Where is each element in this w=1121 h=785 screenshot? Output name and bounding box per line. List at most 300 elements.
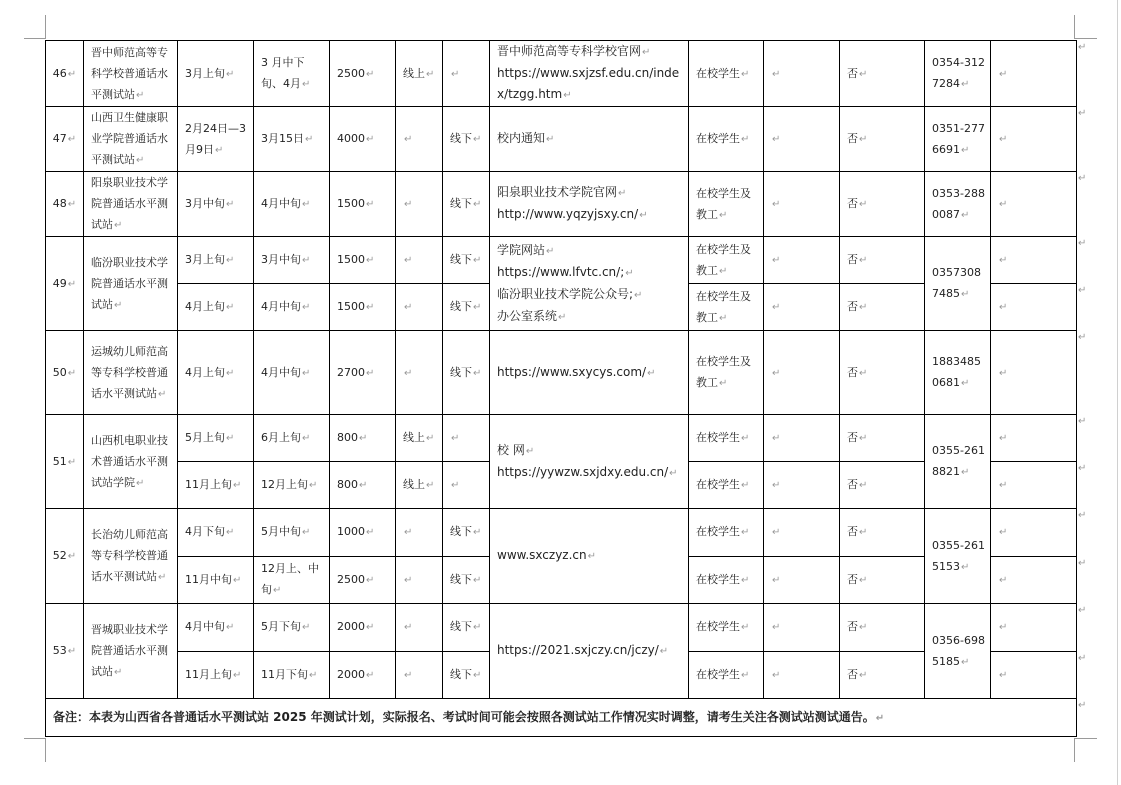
paragraph-mark: ↵	[719, 378, 728, 389]
paragraph-mark: ↵	[404, 255, 413, 266]
target-group: 在校学生↵	[689, 41, 764, 107]
paragraph-mark: ↵	[309, 669, 318, 681]
contact-phone: 0353-2880087↵	[925, 172, 991, 237]
paragraph-mark: ↵	[772, 480, 781, 491]
empty-cell	[991, 462, 1077, 509]
station-number: 47↵	[46, 107, 84, 172]
registration-time: 2月24日—3月9日↵	[178, 107, 254, 172]
paragraph-mark: ↵	[558, 311, 567, 323]
station-number: 46↵	[46, 41, 84, 107]
paragraph-mark: ↵	[215, 144, 224, 156]
paragraph-mark: ↵	[404, 622, 413, 634]
paragraph-mark: ↵	[226, 527, 235, 539]
paragraph-mark: ↵	[859, 669, 868, 681]
paragraph-mark: ↵	[772, 574, 781, 586]
paragraph-mark: ↵	[999, 367, 1008, 379]
paragraph-mark: ↵	[366, 367, 375, 379]
paragraph-mark: ↵	[772, 255, 781, 266]
paragraph-mark: ↵	[741, 669, 750, 681]
offline-mode: 线下↵	[443, 331, 490, 415]
offline-mode: 线下↵	[443, 604, 490, 652]
station-name: 山西卫生健康职业学院普通话水平测试站↵	[84, 107, 178, 172]
paragraph-mark: ↵	[639, 210, 648, 221]
offline-mode: 线下↵	[443, 237, 490, 284]
paragraph-mark: ↵	[999, 68, 1008, 80]
exam-time: 6月上旬↵	[254, 415, 330, 462]
restriction: 否↵	[840, 556, 925, 604]
crop-mark-bottom-right-v	[1074, 738, 1075, 762]
paragraph-mark: ↵	[67, 134, 77, 145]
paragraph-mark: ↵	[473, 302, 482, 313]
paragraph-mark: ↵	[359, 433, 368, 444]
paragraph-mark: ↵	[772, 134, 781, 145]
target-group: 在校学生↵	[689, 462, 764, 509]
capacity: 2000↵	[330, 651, 396, 699]
paragraph-mark: ↵	[302, 622, 311, 634]
paragraph-mark: ↵	[961, 467, 970, 478]
registration-time: 3月上旬↵	[178, 41, 254, 107]
paragraph-mark: ↵	[859, 622, 868, 634]
registration-time: 4月上旬↵	[178, 331, 254, 415]
exam-time: 12月上、中旬↵	[254, 556, 330, 604]
paragraph-mark: ↵	[647, 367, 656, 379]
online-mode: 线上↵	[396, 415, 443, 462]
registration-time: 5月上旬↵	[178, 415, 254, 462]
paragraph-mark: ↵	[961, 378, 970, 389]
capacity: 800↵	[330, 415, 396, 462]
restriction: 否↵	[840, 41, 925, 107]
paragraph-mark: ↵	[273, 585, 282, 597]
empty-cell	[991, 284, 1077, 331]
online-mode: 线上↵	[396, 41, 443, 107]
station-number: 52↵	[46, 509, 84, 604]
paragraph-mark: ↵	[669, 467, 678, 479]
station-name: 晋中师范高等专科学校普通话水平测试站↵	[84, 41, 178, 107]
paragraph-mark: ↵	[961, 79, 970, 90]
target-group: 在校学生↵	[689, 107, 764, 172]
paragraph-mark: ↵	[525, 445, 535, 457]
row-end-mark: ↵	[1078, 108, 1087, 119]
paragraph-mark: ↵	[563, 90, 572, 101]
paragraph-mark: ↵	[473, 574, 482, 586]
registration-site: 校内通知↵	[490, 107, 689, 172]
crop-mark-bottom-left-v	[45, 738, 46, 762]
paragraph-mark: ↵	[719, 312, 728, 324]
paragraph-mark: ↵	[451, 68, 460, 80]
crop-mark-top-right-v	[1074, 15, 1075, 39]
row-end-mark: ↵	[1078, 605, 1087, 616]
paragraph-mark: ↵	[473, 134, 482, 145]
empty-cell	[764, 651, 840, 699]
station-name: 运城幼儿师范高等专科学校普通话水平测试站↵	[84, 331, 178, 415]
target-group: 在校学生↵	[689, 556, 764, 604]
paragraph-mark: ↵	[859, 255, 868, 266]
offline-mode: 线下↵	[443, 284, 490, 331]
capacity: 1500↵	[330, 284, 396, 331]
paragraph-mark: ↵	[366, 255, 375, 266]
capacity: 1500↵	[330, 237, 396, 284]
paragraph-mark: ↵	[366, 669, 375, 681]
contact-phone: 03573087485↵	[925, 237, 991, 331]
paragraph-mark: ↵	[302, 302, 311, 313]
exam-time: 4月中旬↵	[254, 284, 330, 331]
target-group: 在校学生↵	[689, 651, 764, 699]
paragraph-mark: ↵	[961, 656, 970, 668]
row-end-mark: ↵	[1078, 173, 1087, 184]
paragraph-mark: ↵	[404, 527, 413, 539]
paragraph-mark: ↵	[999, 199, 1008, 210]
paragraph-mark: ↵	[741, 433, 750, 444]
station-number: 50↵	[46, 331, 84, 415]
paragraph-mark: ↵	[772, 199, 781, 210]
paragraph-mark: ↵	[309, 480, 318, 491]
paragraph-mark: ↵	[999, 255, 1008, 266]
registration-site: 阳泉职业技术学院官网↵ http://www.yqzyjsxy.cn/↵	[490, 172, 689, 237]
paragraph-mark: ↵	[719, 265, 728, 277]
restriction: 否↵	[840, 604, 925, 652]
empty-cell	[764, 172, 840, 237]
paragraph-mark: ↵	[741, 622, 750, 634]
registration-site: 学院网站↵ https://www.lfvtc.cn/;↵ 临汾职业技术学院公众号;↵ 办公室系统↵	[490, 237, 689, 331]
paragraph-mark: ↵	[114, 299, 123, 311]
paragraph-mark: ↵	[473, 199, 482, 210]
paragraph-mark: ↵	[659, 646, 669, 657]
empty-cell	[764, 41, 840, 107]
paragraph-mark: ↵	[366, 622, 375, 634]
paragraph-mark: ↵	[366, 574, 375, 586]
offline-mode: 线下↵	[443, 651, 490, 699]
exam-time: 3月中旬↵	[254, 237, 330, 284]
offline-mode	[443, 41, 490, 107]
empty-cell	[991, 651, 1077, 699]
paragraph-mark: ↵	[302, 79, 311, 90]
exam-time: 5月下旬↵	[254, 604, 330, 652]
paragraph-mark: ↵	[226, 433, 235, 444]
paragraph-mark: ↵	[999, 480, 1008, 491]
registration-time: 11月上旬↵	[178, 462, 254, 509]
paragraph-mark: ↵	[67, 646, 77, 657]
restriction: 否↵	[840, 172, 925, 237]
paragraph-mark: ↵	[859, 527, 868, 539]
paragraph-mark: ↵	[451, 480, 460, 491]
scroll-edge	[1117, 0, 1118, 785]
row-end-mark: ↵	[1078, 510, 1087, 521]
paragraph-mark: ↵	[404, 574, 413, 586]
table-row	[46, 331, 1077, 415]
paragraph-mark: ↵	[426, 68, 435, 80]
paragraph-mark: ↵	[366, 527, 375, 539]
exam-time: 12月上旬↵	[254, 462, 330, 509]
station-name: 长治幼儿师范高等专科学校普通话水平测试站↵	[84, 509, 178, 604]
paragraph-mark: ↵	[546, 134, 555, 145]
paragraph-mark: ↵	[302, 367, 311, 379]
paragraph-mark: ↵	[772, 433, 781, 444]
online-mode: 线上↵	[396, 462, 443, 509]
capacity: 2500↵	[330, 41, 396, 107]
paragraph-mark: ↵	[961, 209, 970, 221]
paragraph-mark: ↵	[158, 388, 167, 400]
paragraph-mark: ↵	[114, 220, 123, 231]
row-end-mark: ↵	[1078, 238, 1087, 249]
paragraph-mark: ↵	[366, 302, 375, 313]
exam-time: 11月下旬↵	[254, 651, 330, 699]
online-mode	[396, 107, 443, 172]
station-number: 49↵	[46, 237, 84, 331]
paragraph-mark: ↵	[999, 669, 1008, 681]
paragraph-mark: ↵	[404, 199, 413, 210]
restriction: 否↵	[840, 462, 925, 509]
crop-mark-bottom-right	[1075, 738, 1097, 739]
paragraph-mark: ↵	[859, 433, 868, 444]
capacity: 2000↵	[330, 604, 396, 652]
table-row	[46, 41, 1077, 107]
paragraph-mark: ↵	[634, 289, 643, 301]
online-mode	[396, 509, 443, 557]
paragraph-mark: ↵	[233, 669, 242, 681]
contact-phone: 0351-2776691↵	[925, 107, 991, 172]
paragraph-mark: ↵	[961, 289, 970, 300]
exam-time: 4月中旬↵	[254, 172, 330, 237]
table-note: 备注：本表为山西省各普通话水平测试站 2025 年测试计划，实际报名、考试时间可能会按照各测试站工作情况实时调整，请考生关注各测试站测试通告。↵	[46, 699, 1077, 737]
paragraph-mark: ↵	[67, 199, 77, 210]
registration-site: https://2021.sxjczy.cn/jczy/↵	[490, 604, 689, 699]
station-name: 阳泉职业技术学院普通话水平测试站↵	[84, 172, 178, 237]
empty-cell	[991, 556, 1077, 604]
contact-phone: 0356-6985185↵	[925, 604, 991, 699]
empty-cell	[764, 556, 840, 604]
online-mode	[396, 604, 443, 652]
exam-time: 3月15日↵	[254, 107, 330, 172]
paragraph-mark: ↵	[473, 367, 482, 379]
row-end-mark: ↵	[1078, 700, 1087, 711]
offline-mode: 线下↵	[443, 107, 490, 172]
restriction: 否↵	[840, 509, 925, 557]
capacity: 1000↵	[330, 509, 396, 557]
row-end-mark: ↵	[1078, 463, 1087, 474]
crop-mark-top-left-v	[45, 15, 46, 39]
offline-mode	[443, 462, 490, 509]
offline-mode: 线下↵	[443, 556, 490, 604]
empty-cell	[991, 509, 1077, 557]
registration-time: 11月中旬↵	[178, 556, 254, 604]
paragraph-mark: ↵	[999, 574, 1008, 586]
paragraph-mark: ↵	[618, 188, 627, 199]
paragraph-mark: ↵	[875, 712, 885, 724]
paragraph-mark: ↵	[741, 480, 750, 491]
paragraph-mark: ↵	[451, 433, 460, 444]
paragraph-mark: ↵	[302, 433, 311, 444]
table-row	[46, 237, 1077, 284]
empty-cell	[991, 604, 1077, 652]
station-name: 晋城职业技术学院普通话水平测试站↵	[84, 604, 178, 699]
target-group: 在校学生↵	[689, 509, 764, 557]
paragraph-mark: ↵	[226, 622, 235, 634]
paragraph-mark: ↵	[587, 551, 597, 562]
target-group: 在校学生↵	[689, 604, 764, 652]
paragraph-mark: ↵	[302, 199, 311, 210]
paragraph-mark: ↵	[719, 209, 728, 221]
paragraph-mark: ↵	[136, 477, 145, 489]
registration-site: www.sxczyz.cn↵	[490, 509, 689, 604]
paragraph-mark: ↵	[136, 89, 145, 101]
contact-phone: 0354-3127284↵	[925, 41, 991, 107]
restriction: 否↵	[840, 107, 925, 172]
paragraph-mark: ↵	[67, 367, 77, 379]
registration-time: 3月中旬↵	[178, 172, 254, 237]
restriction: 否↵	[840, 284, 925, 331]
paragraph-mark: ↵	[999, 302, 1008, 313]
paragraph-mark: ↵	[546, 245, 555, 257]
empty-cell	[764, 604, 840, 652]
paragraph-mark: ↵	[302, 527, 311, 539]
table-row	[46, 604, 1077, 652]
paragraph-mark: ↵	[473, 622, 482, 634]
paragraph-mark: ↵	[625, 267, 634, 279]
paragraph-mark: ↵	[772, 302, 781, 313]
paragraph-mark: ↵	[366, 68, 375, 80]
empty-cell	[764, 107, 840, 172]
registration-time: 4月中旬↵	[178, 604, 254, 652]
paragraph-mark: ↵	[233, 480, 242, 491]
crop-mark-top-right	[1075, 38, 1097, 39]
paragraph-mark: ↵	[366, 199, 375, 210]
restriction: 否↵	[840, 415, 925, 462]
row-end-mark: ↵	[1078, 558, 1087, 569]
paragraph-mark: ↵	[226, 199, 235, 210]
online-mode	[396, 331, 443, 415]
registration-site: https://www.sxycys.com/↵	[490, 331, 689, 415]
paragraph-mark: ↵	[226, 255, 235, 266]
empty-cell	[764, 331, 840, 415]
empty-cell	[764, 462, 840, 509]
paragraph-mark: ↵	[741, 574, 750, 586]
online-mode	[396, 651, 443, 699]
station-name: 山西机电职业技术普通话水平测试站学院↵	[84, 415, 178, 509]
row-end-mark: ↵	[1078, 416, 1087, 427]
paragraph-mark: ↵	[158, 572, 167, 583]
paragraph-mark: ↵	[226, 68, 235, 80]
offline-mode: 线下↵	[443, 509, 490, 557]
target-group: 在校学生及教工↵	[689, 284, 764, 331]
paragraph-mark: ↵	[961, 144, 970, 156]
paragraph-mark: ↵	[741, 68, 750, 80]
paragraph-mark: ↵	[426, 480, 435, 491]
paragraph-mark: ↵	[426, 433, 435, 444]
paragraph-mark: ↵	[305, 134, 314, 145]
station-name: 临汾职业技术学院普通话水平测试站↵	[84, 237, 178, 331]
row-end-mark: ↵	[1078, 285, 1087, 296]
paragraph-mark: ↵	[859, 574, 868, 586]
contact-phone: 0355-2618821↵	[925, 415, 991, 509]
paragraph-mark: ↵	[136, 155, 145, 166]
row-end-mark: ↵	[1078, 332, 1087, 343]
crop-mark-bottom-left	[24, 738, 46, 739]
empty-cell	[764, 415, 840, 462]
registration-time: 3月上旬↵	[178, 237, 254, 284]
paragraph-mark: ↵	[404, 669, 413, 681]
paragraph-mark: ↵	[999, 527, 1008, 539]
paragraph-mark: ↵	[859, 68, 868, 80]
offline-mode: 线下↵	[443, 172, 490, 237]
paragraph-mark: ↵	[859, 367, 868, 379]
target-group: 在校学生及教工↵	[689, 237, 764, 284]
paragraph-mark: ↵	[359, 480, 368, 491]
paragraph-mark: ↵	[642, 47, 651, 58]
offline-mode	[443, 415, 490, 462]
target-group: 在校学生及教工↵	[689, 172, 764, 237]
paragraph-mark: ↵	[772, 622, 781, 634]
capacity: 1500↵	[330, 172, 396, 237]
paragraph-mark: ↵	[741, 134, 750, 145]
capacity: 800↵	[330, 462, 396, 509]
paragraph-mark: ↵	[226, 367, 235, 379]
capacity: 2700↵	[330, 331, 396, 415]
paragraph-mark: ↵	[114, 667, 123, 678]
registration-time: 4月上旬↵	[178, 284, 254, 331]
contact-phone: 18834850681↵	[925, 331, 991, 415]
empty-cell	[991, 107, 1077, 172]
row-end-mark: ↵	[1078, 42, 1087, 53]
paragraph-mark: ↵	[473, 527, 482, 539]
paragraph-mark: ↵	[772, 68, 781, 80]
online-mode	[396, 172, 443, 237]
capacity: 4000↵	[330, 107, 396, 172]
paragraph-mark: ↵	[859, 480, 868, 491]
online-mode	[396, 284, 443, 331]
paragraph-mark: ↵	[366, 134, 375, 145]
target-group: 在校学生及教工↵	[689, 331, 764, 415]
note-row	[46, 699, 1077, 737]
paragraph-mark: ↵	[67, 551, 77, 562]
restriction: 否↵	[840, 331, 925, 415]
empty-cell	[991, 331, 1077, 415]
paragraph-mark: ↵	[302, 255, 311, 266]
paragraph-mark: ↵	[67, 278, 77, 290]
paragraph-mark: ↵	[741, 527, 750, 539]
paragraph-mark: ↵	[772, 669, 781, 681]
paragraph-mark: ↵	[67, 456, 77, 468]
exam-time: 3 月中下旬、4月↵	[254, 41, 330, 107]
empty-cell	[991, 172, 1077, 237]
empty-cell	[991, 41, 1077, 107]
paragraph-mark: ↵	[999, 134, 1008, 145]
paragraph-mark: ↵	[772, 527, 781, 539]
contact-phone: 0355-2615153↵	[925, 509, 991, 604]
registration-site: 校 网↵ https://yywzw.sxjdxy.edu.cn/↵	[490, 415, 689, 509]
paragraph-mark: ↵	[859, 134, 868, 145]
registration-time: 11月上旬↵	[178, 651, 254, 699]
online-mode	[396, 556, 443, 604]
paragraph-mark: ↵	[233, 574, 242, 586]
empty-cell	[991, 415, 1077, 462]
paragraph-mark: ↵	[999, 433, 1008, 444]
station-number: 53↵	[46, 604, 84, 699]
station-number: 48↵	[46, 172, 84, 237]
paragraph-mark: ↵	[999, 622, 1008, 634]
paragraph-mark: ↵	[226, 302, 235, 313]
table-body	[46, 41, 1077, 737]
registration-site: 晋中师范高等专科学校官网↵ https://www.sxjzsf.edu.cn/index/tzgg.htm↵	[490, 41, 689, 107]
paragraph-mark: ↵	[404, 302, 413, 313]
target-group: 在校学生↵	[689, 415, 764, 462]
paragraph-mark: ↵	[859, 199, 868, 210]
restriction: 否↵	[840, 651, 925, 699]
paragraph-mark: ↵	[859, 302, 868, 313]
empty-cell	[764, 509, 840, 557]
exam-time: 5月中旬↵	[254, 509, 330, 557]
paragraph-mark: ↵	[404, 367, 413, 379]
table-row	[46, 509, 1077, 557]
